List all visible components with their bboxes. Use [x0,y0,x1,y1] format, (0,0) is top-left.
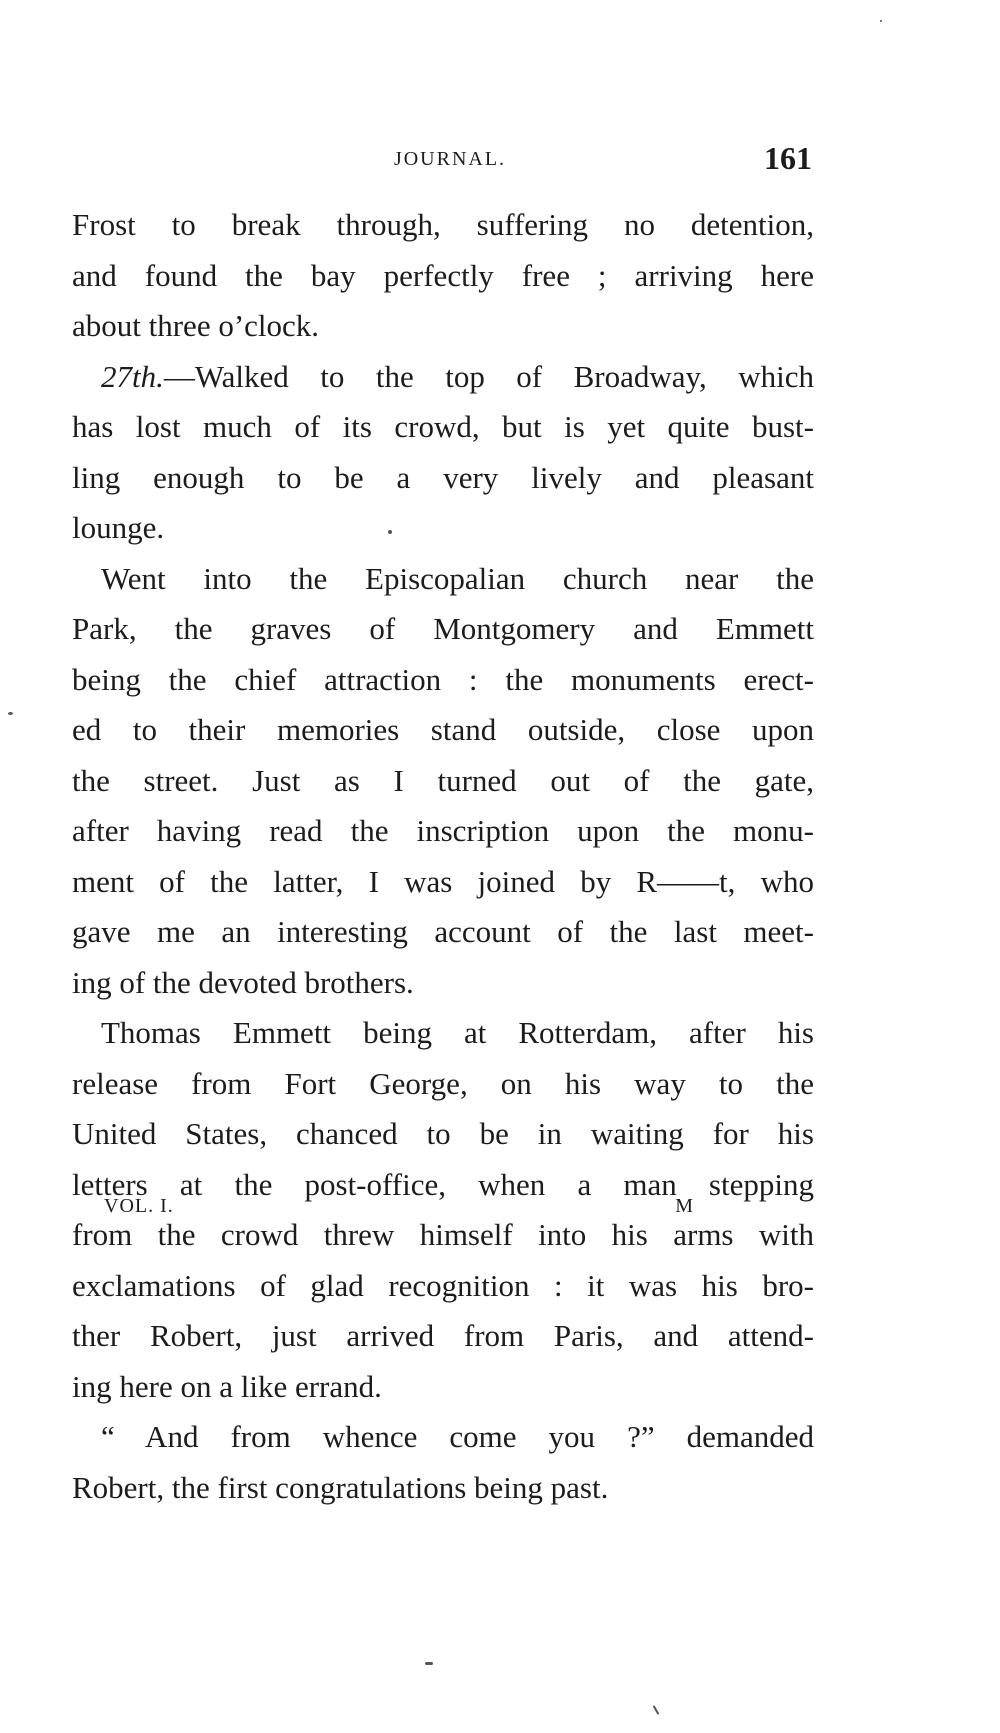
running-head [80,140,820,180]
text-line: has lost much of its crowd, but is yet quite bust- [72,409,814,444]
paragraph-3 [72,554,814,1009]
text-line: being the chief attraction : the monuments erect- [72,661,814,697]
text-line: “ And from whence come you ?” demanded [101,1419,814,1454]
text-line: the street. Just as I turned out of the gate, [72,762,814,798]
text-line: ling enough to be a very lively and pleasant [72,459,814,495]
volume-label: VOL. I. [104,1195,174,1217]
entry-date: 27th. [101,358,164,394]
text-line: about three o’clock. [72,308,320,343]
text-line: gave me an interesting account of the last meet- [72,914,814,949]
paragraph-5 [72,1412,814,1513]
body-text [72,200,814,1513]
text-line-with-date [72,352,814,403]
text-line: ing here on a like errand. [72,1368,382,1404]
signature-mark: M [675,1195,694,1217]
text-line: from the crowd threw himself into his arms with [72,1217,814,1252]
speck [425,1662,433,1665]
text-line: ment of the latter, I was joined by R——t, who [72,863,814,899]
text-line: exclamations of glad recognition : it was his bro- [72,1267,814,1303]
text-line: Thomas Emmett being at Rotterdam, after his [101,1015,814,1050]
page-number: 161 [764,140,812,176]
text-line: ther Robert, just arrived from Paris, and attend- [72,1318,814,1353]
running-title: JOURNAL. [393,148,507,170]
paragraph-1 [72,200,814,352]
text-line: Park, the graves of Montgomery and Emmett [72,611,814,646]
text-line: and found the bay perfectly free ; arriving here [72,257,814,293]
text-line: after having read the inscription upon the monu- [72,813,814,848]
text-line: Robert, the first congratulations being past. [72,1469,609,1505]
text-line: Went into the Episcopalian church near the [101,560,814,596]
speck [653,1705,660,1715]
text-line: lounge. [72,510,165,545]
text-line: letters at the post-office, when a man stepping [72,1166,814,1202]
paragraph-2 [72,352,814,554]
speck [388,530,392,534]
text-line: ed to their memories stand outside, close upon [72,712,814,747]
text-line: release from Fort George, on his way to the [72,1065,814,1101]
speck [880,20,882,22]
text-line: Frost to break through, suffering no detention, [72,207,814,242]
text-line: United States, chanced to be in waiting for his [72,1116,814,1151]
paragraph-4 [72,1008,814,1412]
text-fragment: —Walked to the top of Broadway, which [163,358,814,394]
speck [8,712,13,715]
text-line: ing of the devoted brothers. [72,964,414,1000]
